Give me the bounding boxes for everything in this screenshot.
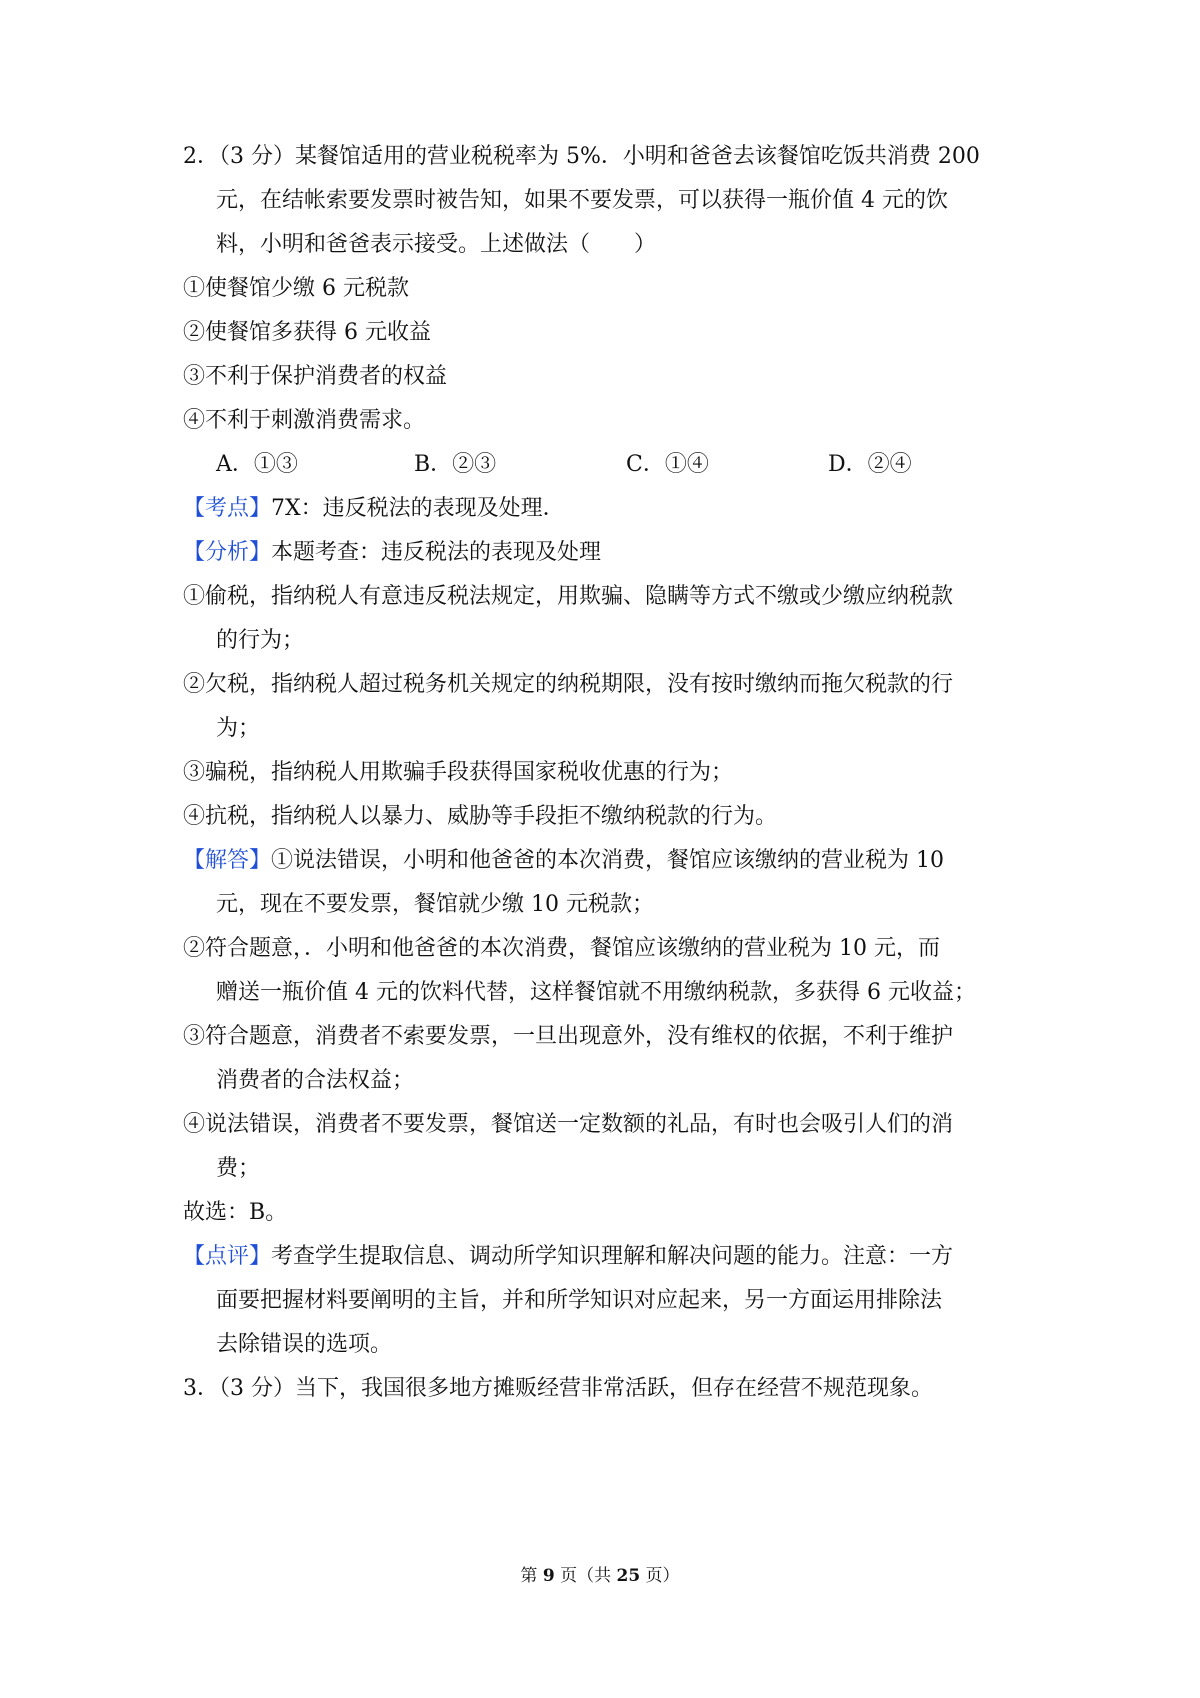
option-a: A．①③	[216, 452, 298, 477]
jieda-line-3: ②符合题意，．小明和他爸爸的本次消费，餐馆应该缴纳的营业税为 10 元，而	[183, 936, 940, 961]
dianping-line-3: 去除错误的选项。	[216, 1332, 393, 1357]
kaodian-tag: 【考点】	[183, 496, 272, 521]
question-2-stem-line-1: 2．（3 分）某餐馆适用的营业税税率为 5%．小明和爸爸去该餐馆吃饭共消费 200	[183, 144, 980, 169]
jieda-line-4: 赠送一瓶价值 4 元的饮料代替，这样餐馆就不用缴纳税款，多获得 6 元收益；	[216, 980, 976, 1005]
statement-3: ③不利于保护消费者的权益	[183, 364, 448, 389]
fenxi-item-3: ③骗税，指纳税人用欺骗手段获得国家税收优惠的行为；	[183, 760, 734, 785]
jieda-line	[183, 846, 944, 876]
answer-line: 故选：B。	[183, 1200, 288, 1225]
footer-suffix: 页）	[640, 1566, 680, 1586]
dianping-tag: 【点评】	[183, 1244, 272, 1269]
fenxi-line	[183, 538, 601, 568]
statement-2: ②使餐馆多获得 6 元收益	[183, 320, 431, 345]
jieda-line-7: ④说法错误，消费者不要发票，餐馆送一定数额的礼品，有时也会吸引人们的消	[183, 1112, 954, 1137]
footer-total-pages: 25	[616, 1566, 641, 1586]
fenxi-item-2: ②欠税，指纳税人超过税务机关规定的纳税期限，没有按时缴纳而拖欠税款的行	[183, 672, 954, 697]
jieda-line-8: 费；	[216, 1156, 261, 1181]
fenxi-tag: 【分析】	[183, 540, 272, 565]
jieda-tag: 【解答】	[183, 848, 272, 873]
kaodian-line	[183, 494, 565, 524]
page-footer	[0, 1564, 1200, 1588]
question-3-stem: 3．（3 分）当下，我国很多地方摊贩经营非常活跃，但存在经营不规范现象。	[183, 1376, 933, 1401]
footer-page-number: 9	[542, 1566, 555, 1586]
fenxi-item-1: ①偷税，指纳税人有意违反税法规定，用欺骗、隐瞒等方式不缴或少缴应纳税款	[183, 584, 954, 609]
fenxi-text: 本题考查：违反税法的表现及处理	[271, 540, 602, 565]
jieda-line-2: 元，现在不要发票，餐馆就少缴 10 元税款；	[216, 892, 654, 917]
option-c: C．①④	[626, 452, 709, 477]
dianping-line-2: 面要把握材料要阐明的主旨，并和所学知识对应起来，另一方面运用排除法	[216, 1288, 943, 1313]
dianping-line	[183, 1242, 953, 1272]
question-2-stem-line-3: 料，小明和爸爸表示接受。上述做法（ ）	[216, 232, 657, 257]
fenxi-item-2-cont: 为；	[216, 716, 261, 741]
dianping-first-text: 考查学生提取信息、调动所学知识理解和解决问题的能力。注意：一方	[271, 1244, 954, 1269]
option-b: B．②③	[414, 452, 497, 477]
fenxi-item-1-cont: 的行为；	[216, 628, 305, 653]
statement-1: ①使餐馆少缴 6 元税款	[183, 276, 409, 301]
fenxi-item-4: ④抗税，指纳税人以暴力、威胁等手段拒不缴纳税款的行为。	[183, 804, 778, 829]
jieda-line-5: ③符合题意，消费者不索要发票，一旦出现意外，没有维权的依据，不利于维护	[183, 1024, 954, 1049]
kaodian-text: 7X：违反税法的表现及处理．	[271, 496, 565, 521]
option-d: D．②④	[828, 452, 912, 477]
question-2-stem-line-2: 元，在结帐索要发票时被告知，如果不要发票，可以获得一瓶价值 4 元的饮	[216, 188, 948, 213]
footer-middle: 页（共	[554, 1566, 617, 1586]
footer-prefix: 第	[520, 1566, 543, 1586]
statement-4: ④不利于刺激消费需求。	[183, 408, 426, 433]
jieda-line-6: 消费者的合法权益；	[216, 1068, 415, 1093]
jieda-first-text: ①说法错误，小明和他爸爸的本次消费，餐馆应该缴纳的营业税为 10	[271, 848, 945, 873]
